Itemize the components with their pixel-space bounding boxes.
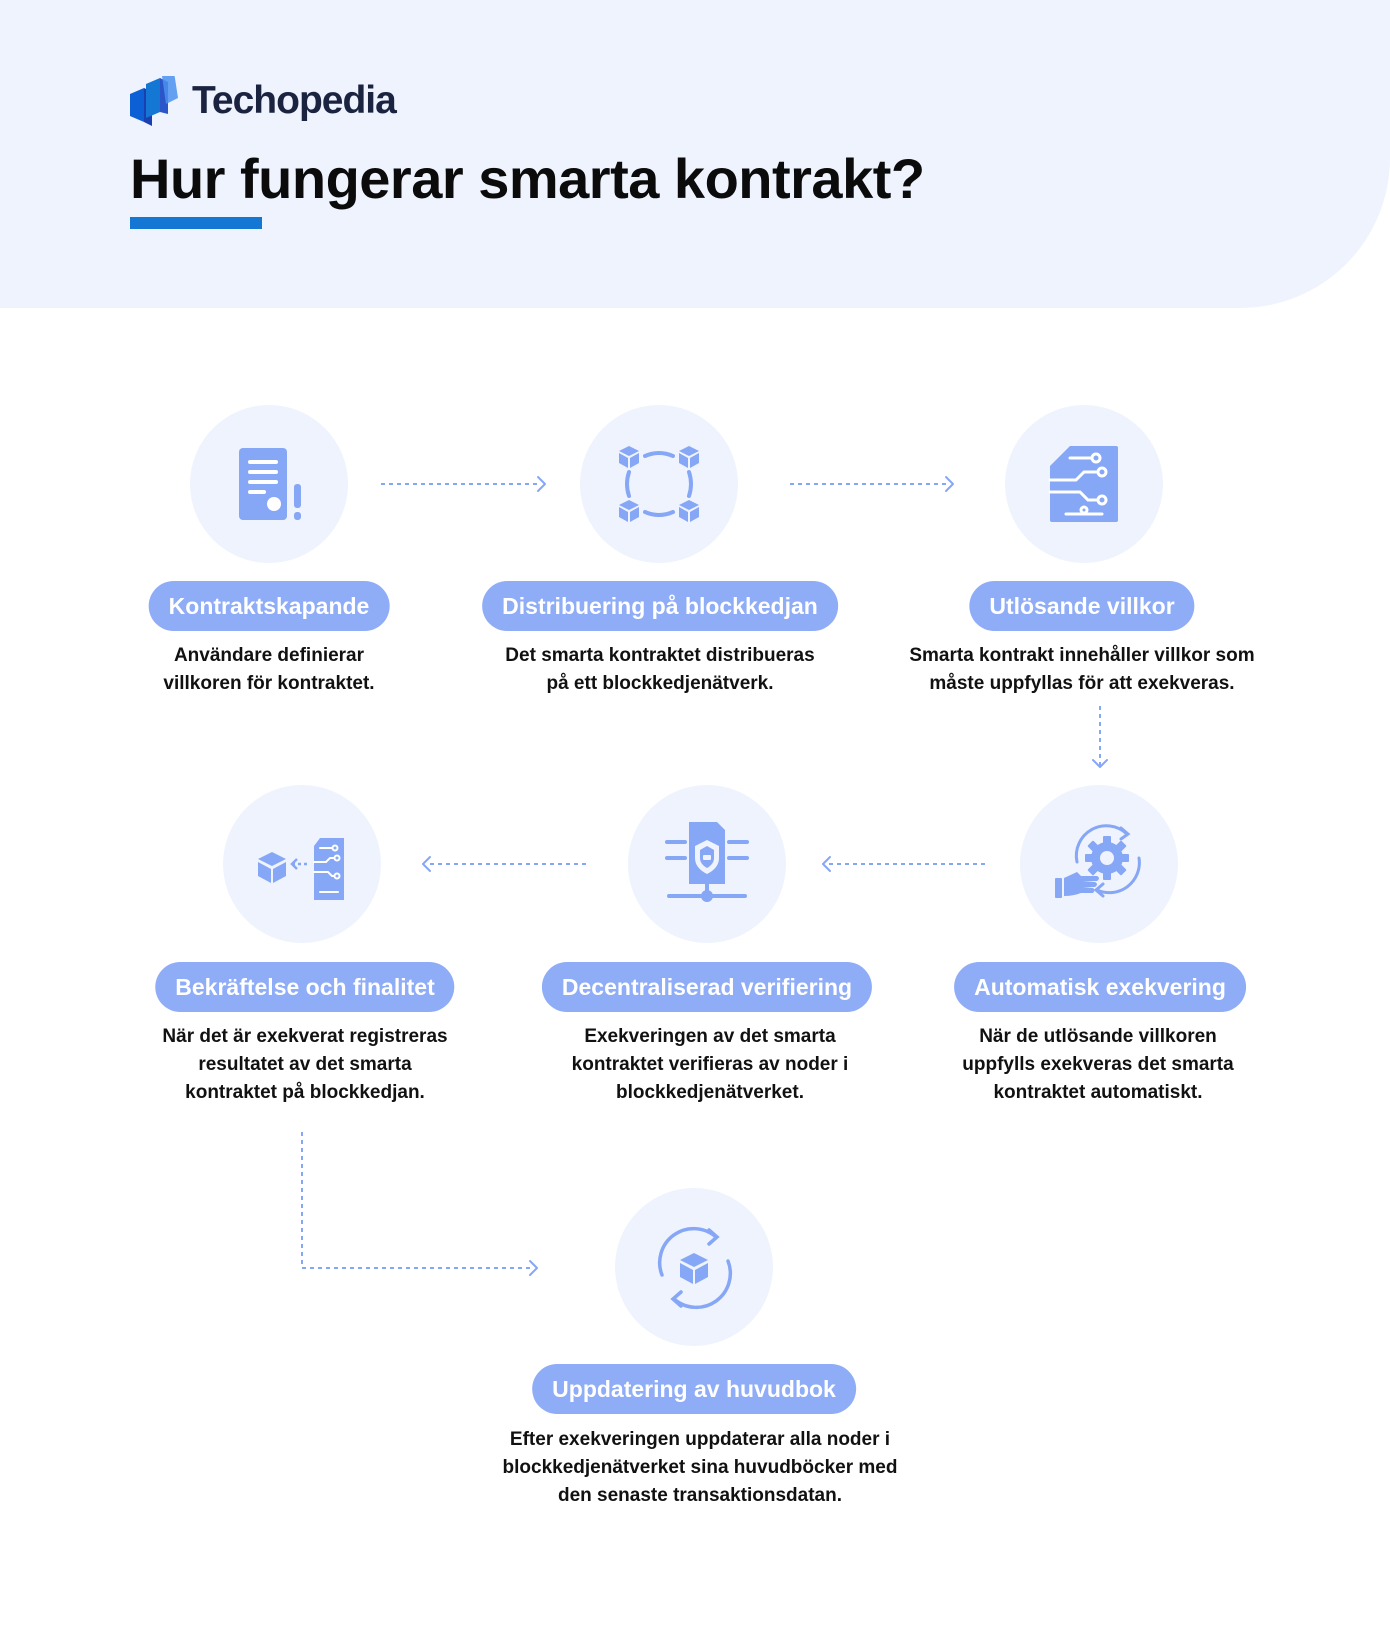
- automation-gear-hand-icon: [1051, 816, 1147, 912]
- step-7-icon-circle: [615, 1188, 773, 1346]
- step-1-label: Kontraktskapande: [149, 581, 390, 631]
- step-2-label: Distribuering på blockkedjan: [482, 581, 838, 631]
- cube-to-document-icon: [254, 816, 350, 912]
- step-4-label: Automatisk exekvering: [954, 962, 1246, 1012]
- step-3-description: Smarta kontrakt innehåller villkor som måste uppfyllas för att exekveras.: [909, 645, 1255, 694]
- step-5-label: Decentraliserad verifiering: [542, 962, 872, 1012]
- step-5-icon-circle: [628, 785, 786, 943]
- step-6-description: När det är exekverat registreras resultatet av det smarta kontraktet på blockkedjan.: [162, 1026, 448, 1103]
- brand-name: Techopedia: [192, 79, 396, 122]
- circuit-document-icon: [1036, 436, 1132, 532]
- step-5-description: Exekveringen av det smarta kontraktet verifieras av noder i blockkedjenätverket.: [571, 1026, 849, 1103]
- step-7-label: Uppdatering av huvudbok: [532, 1364, 856, 1414]
- cube-refresh-icon: [646, 1219, 742, 1315]
- blockchain-network-icon: [611, 436, 707, 532]
- step-4-description: När de utlösande villkoren uppfylls exekveras det smarta kontraktet automatiskt.: [962, 1026, 1234, 1103]
- page-title: Hur fungerar smarta kontrakt?: [130, 147, 925, 210]
- step-2-description: Det smarta kontraktet distribueras på ett blockkedjenätverk.: [505, 645, 815, 694]
- step-3-label: Utlösande villkor: [969, 581, 1194, 631]
- step-1-icon-circle: [190, 405, 348, 563]
- arrow-6-7: [302, 1132, 534, 1268]
- secure-server-icon: [659, 816, 755, 912]
- step-6-icon-circle: [223, 785, 381, 943]
- step-2-icon-circle: [580, 405, 738, 563]
- contract-document-icon: [221, 436, 317, 532]
- step-4-icon-circle: [1020, 785, 1178, 943]
- step-1-description: Användare definierar villkoren för kontraktet.: [163, 645, 375, 694]
- step-3-icon-circle: [1005, 405, 1163, 563]
- step-6-label: Bekräftelse och finalitet: [155, 962, 454, 1012]
- step-7-description: Efter exekveringen uppdaterar alla noder i blockkedjenätverket sina huvudböcker med den senaste transaktionsdatan.: [502, 1429, 898, 1506]
